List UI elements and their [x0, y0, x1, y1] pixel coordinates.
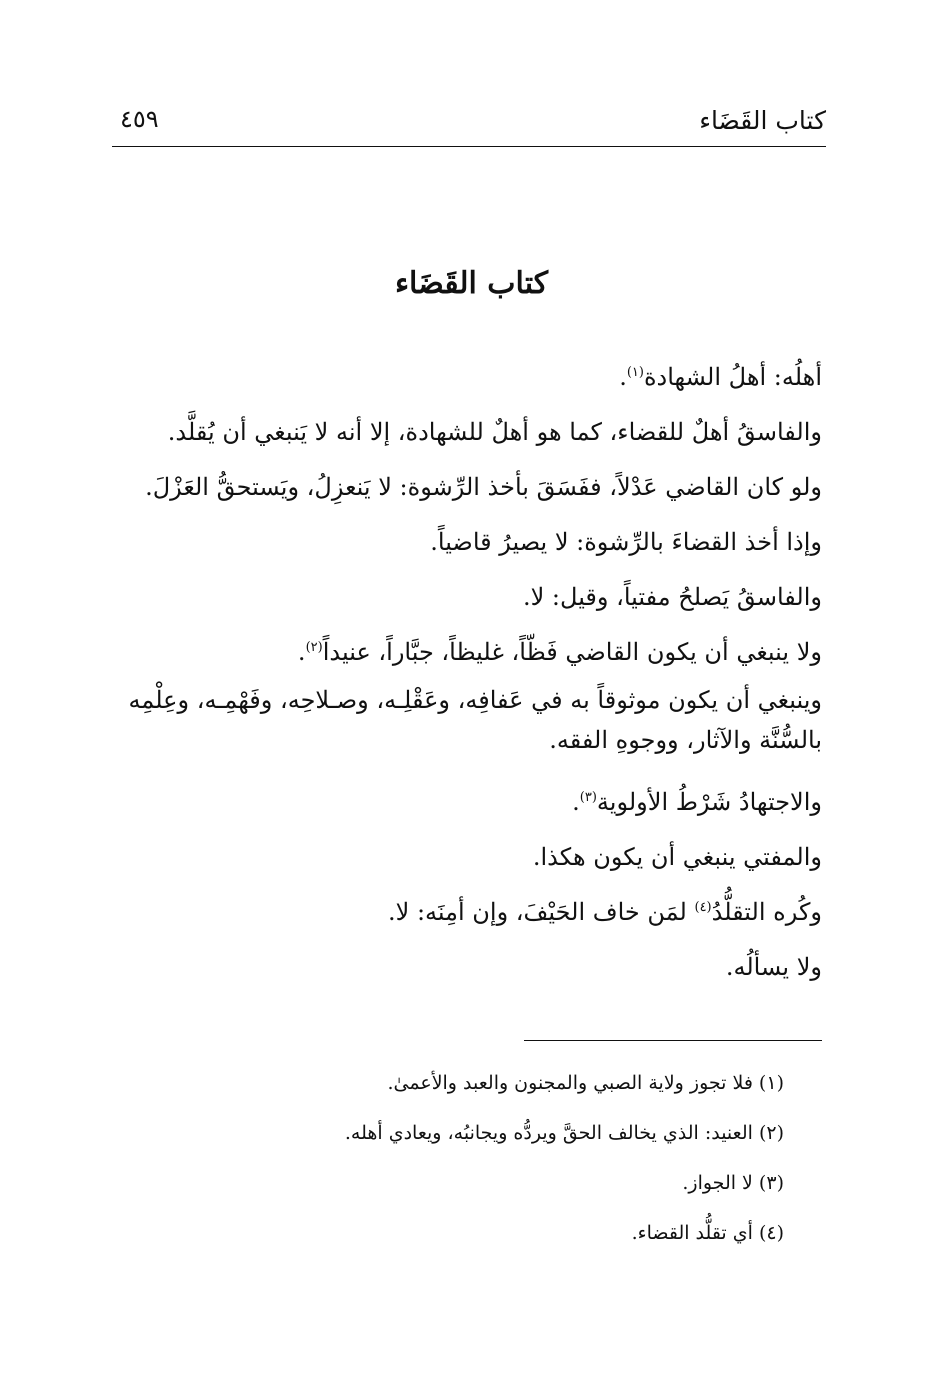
body-text — [112, 350, 822, 995]
footnotes — [200, 1058, 784, 1258]
paragraph-text: والفاسقُ يَصلحُ مفتياً، وقيل: لا. — [522, 583, 822, 611]
paragraph — [112, 350, 822, 405]
paragraph — [112, 680, 822, 760]
paragraph-text: أهلُه: أهلُ الشهادة — [643, 363, 822, 391]
paragraph-text: والمفتي ينبغي أن يكون هكذا. — [532, 843, 822, 871]
footnote-marker: (٣) — [579, 790, 597, 805]
paragraph-tail: . — [619, 363, 627, 391]
paragraph-text: وينبغي أن يكون موثوقاً به في عَفافِه، وعَقْلِـه، وصـلاحِه، وفَهْمِـه، وعِلْمِه بالسُّنَّة والآثار، ووجوهِ الفقه. — [128, 686, 822, 754]
paragraph-text: وإذا أخذ القضاءَ بالرِّشوة: لا يصيرُ قاضياً. — [430, 528, 822, 556]
running-header — [112, 100, 826, 147]
footnote-marker: (٤) — [694, 900, 712, 915]
paragraph — [112, 775, 822, 830]
footnote-marker: (١) — [626, 365, 644, 380]
paragraph-tail: لمَن خاف الحَيْفَ، وإن أمِنَه: لا. — [388, 898, 695, 926]
paragraph-text: وكُره التقلُّدُ — [711, 898, 822, 926]
footnote: (٢) العنيد: الذي يخالف الحقَّ ويردُّه ويجانبُه، ويعادي أهله. — [344, 1122, 784, 1144]
paragraph-text: ولو كان القاضي عَدْلاً، ففَسَقَ بأخذ الرِّشوة: لا يَنعزِلُ، ويَستحقُّ العَزْلَ. — [145, 473, 822, 501]
paragraph — [112, 570, 822, 625]
paragraph — [112, 940, 822, 995]
chapter-title: كتاب القَضَاء — [394, 266, 549, 301]
paragraph — [112, 625, 822, 680]
footnote-marker: (٢) — [305, 640, 323, 655]
paragraph — [112, 830, 822, 885]
paragraph-tail: . — [572, 788, 580, 816]
paragraph — [112, 515, 822, 570]
footnote: (٣) لا الجواز. — [682, 1172, 784, 1194]
paragraph-text: ولا يسألُه. — [725, 953, 822, 981]
paragraph-text: ولا ينبغي أن يكون القاضي فَظّاً، غليظاً، جبَّاراً، عنيداً — [322, 638, 822, 666]
footnote: (٤) أي تقلُّد القضاء. — [631, 1222, 784, 1244]
paragraph — [112, 405, 822, 460]
footnote-separator — [524, 1040, 822, 1041]
paragraph — [112, 460, 822, 515]
paragraph-text: والاجتهادُ شَرْطُ الأولوية — [596, 788, 822, 816]
paragraph-text: والفاسقُ أهلٌ للقضاء، كما هو أهلٌ للشهادة، إلا أنه لا يَنبغي أن يُقلَّد. — [167, 418, 822, 446]
paragraph — [112, 885, 822, 940]
paragraph-tail: . — [297, 638, 306, 666]
running-title: كتاب القَضَاء — [699, 106, 826, 135]
page-number: ٤٥٩ — [120, 105, 159, 133]
footnote: (١) فلا تجوز ولاية الصبي والمجنون والعبد والأعمىٰ. — [387, 1072, 784, 1094]
